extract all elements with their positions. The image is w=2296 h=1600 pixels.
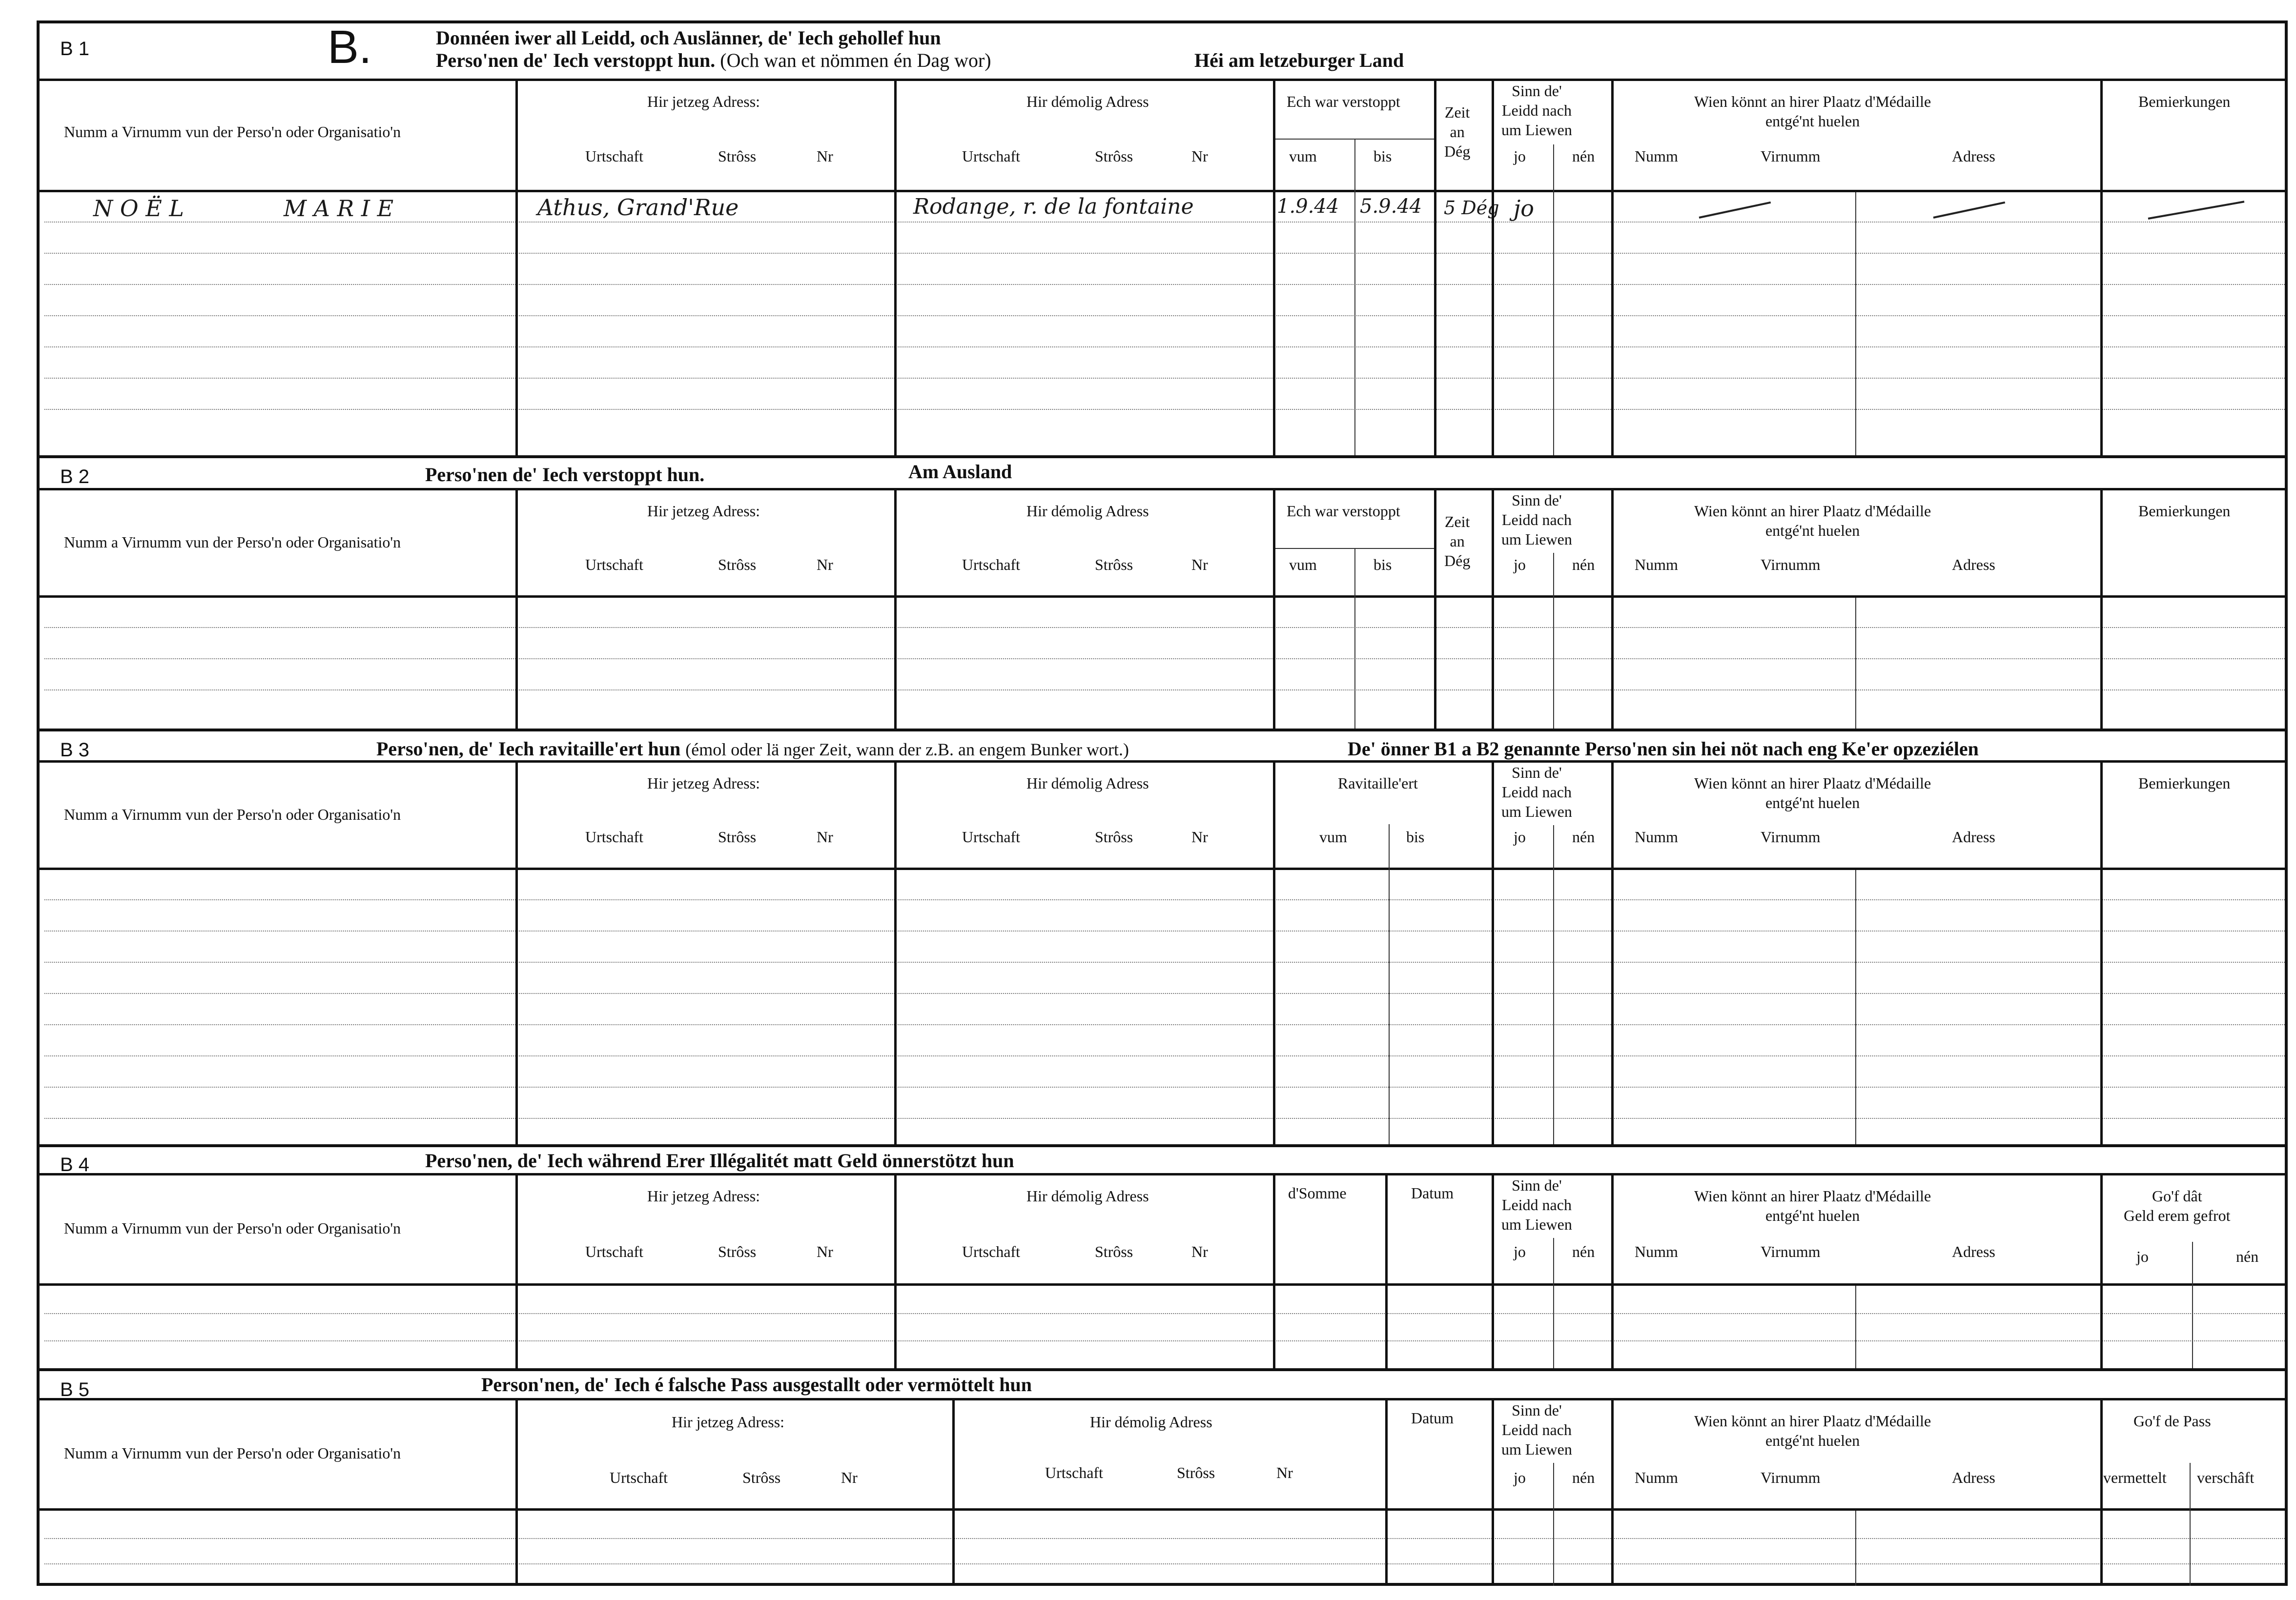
no-header: nén: [1572, 556, 1595, 573]
medal-address-header: Adress: [1952, 1243, 1995, 1260]
street-header: Strôss: [742, 1469, 781, 1486]
alive-header: Sinn de' Leidd nach um Liewen: [1501, 764, 1572, 820]
former-address-header: Hir démolig Adress: [1026, 93, 1149, 110]
name-header: Numm a Virnumm vun der Perso'n oder Organisatio'n: [64, 1444, 401, 1462]
section-b4-code: B 4: [60, 1154, 90, 1175]
entry-former-address: Rodange, r. de la fontaine: [913, 194, 1194, 219]
section-b2-rows: [40, 598, 2285, 729]
street-header: Strôss: [718, 147, 757, 165]
hidden-header: Ech war verstoppt: [1287, 502, 1400, 520]
medal-firstname-header: Virnumm: [1761, 828, 1821, 846]
town-header: Urtschaft: [585, 828, 644, 846]
former-town-header: Urtschaft: [962, 556, 1021, 573]
section-b1: [40, 23, 2285, 455]
former-number-header: Nr: [1191, 556, 1208, 573]
section-b4-title: Perso'nen, de' Iech während Erer Illégalitét matt Geld önnerstötzt hun: [425, 1150, 1014, 1172]
yes-header: jo: [1514, 1243, 1526, 1260]
former-street-header: Strôss: [1095, 556, 1133, 573]
street-header: Strôss: [718, 1243, 757, 1260]
former-street-header: Strôss: [1095, 147, 1133, 165]
entry-from: 1.9.44: [1277, 195, 1339, 218]
medal-header: Wien könnt an hirer Plaatz d'Médaille entgé'nt huelen: [1694, 1187, 1931, 1224]
pass-mediated-header: vermettelt: [2103, 1469, 2167, 1486]
entry-to: 5.9.44: [1360, 195, 1422, 218]
medal-address-header: Adress: [1952, 828, 1995, 846]
no-header: nén: [1572, 147, 1595, 165]
section-b1-title-line2: Perso'nen de' Iech verstoppt hun. (Och wan et nömmen én Dag wor): [436, 49, 991, 71]
section-b5-title: Person'nen, de' Iech é falsche Pass ausgestallt oder vermöttelt hun: [481, 1374, 1032, 1396]
remarks-header: Bemierkungen: [2138, 93, 2231, 110]
yes-header: jo: [1514, 147, 1526, 165]
former-street-header: Strôss: [1095, 828, 1133, 846]
medal-firstname-header: Virnumm: [1761, 1243, 1821, 1260]
former-town-header: Urtschaft: [962, 1243, 1021, 1260]
section-b3-band: [40, 731, 2285, 763]
number-header: Nr: [841, 1469, 858, 1486]
section-b5-band: [40, 1371, 2285, 1400]
section-b3-rows: [40, 870, 2285, 1144]
medal-header: Wien könnt an hirer Plaatz d'Médaille entgé'nt huelen: [1694, 93, 1931, 130]
pass-obtained-header: verschâft: [2197, 1469, 2255, 1486]
medal-name-header: Numm: [1635, 556, 1678, 573]
number-header: Nr: [817, 556, 833, 573]
from-header: vum: [1289, 556, 1317, 573]
section-b2-code: B 2: [60, 466, 90, 487]
pass-header: Go'f de Pass: [2133, 1412, 2211, 1430]
current-address-header: Hir jetzeg Adress:: [647, 93, 760, 110]
no-header: nén: [1572, 1469, 1595, 1486]
to-header: bis: [1374, 147, 1392, 165]
street-header: Strôss: [718, 556, 757, 573]
entry-medal-name-dash: [1699, 202, 1771, 219]
section-b1-rows: [40, 192, 2285, 455]
alive-header: Sinn de' Leidd nach um Liewen: [1501, 1176, 1572, 1233]
number-header: Nr: [817, 828, 833, 846]
alive-header: Sinn de' Leidd nach um Liewen: [1501, 491, 1572, 548]
yes-header: jo: [1514, 1469, 1526, 1486]
section-b2-title-tail: Am Ausland: [908, 461, 1012, 483]
entry-firstname: M A R I E: [284, 195, 394, 222]
former-number-header: Nr: [1191, 147, 1208, 165]
name-header: Numm a Virnumm vun der Perso'n oder Organisatio'n: [64, 533, 401, 551]
former-number-header: Nr: [1191, 828, 1208, 846]
name-header: Numm a Virnumm vun der Perso'n oder Organisatio'n: [64, 1219, 401, 1237]
from-header: vum: [1319, 828, 1347, 846]
name-header: Numm a Virnumm vun der Perso'n oder Organisatio'n: [64, 806, 401, 823]
section-b1-title-line1: Donnéen iwer all Leidd, och Auslänner, de' Iech gehollef hun: [436, 27, 941, 49]
town-header: Urtschaft: [585, 1243, 644, 1260]
section-b5: [40, 1371, 2285, 1586]
form-page: [37, 20, 2288, 1586]
section-b1-header: [40, 81, 2285, 192]
section-b3: [40, 731, 2285, 1144]
street-header: Strôss: [718, 828, 757, 846]
number-header: Nr: [817, 1243, 833, 1260]
entry-current-address: Athus, Grand'Rue: [537, 194, 739, 221]
section-b3-code: B 3: [60, 739, 90, 761]
section-b4-header: [40, 1175, 2285, 1286]
entry-medal-address-dash: [1933, 202, 2006, 219]
former-address-header: Hir démolig Adress: [1090, 1413, 1212, 1431]
section-b4-rows: [40, 1286, 2285, 1368]
medal-address-header: Adress: [1952, 556, 1995, 573]
medal-name-header: Numm: [1635, 1469, 1678, 1486]
entry-alive: jo: [1514, 195, 1534, 222]
remarks-header: Bemierkungen: [2138, 774, 2231, 792]
section-b4: [40, 1147, 2285, 1368]
alive-header: Sinn de' Leidd nach um Liewen: [1501, 82, 1572, 139]
supplied-header: Ravitaille'ert: [1338, 774, 1418, 792]
entry-days: 5 Dég: [1444, 197, 1499, 219]
name-header: Numm a Virnumm vun der Perso'n oder Organisatio'n: [64, 123, 401, 141]
former-town-header: Urtschaft: [1045, 1464, 1104, 1481]
section-b1-code: B 1: [60, 38, 90, 60]
alive-header: Sinn de' Leidd nach um Liewen: [1501, 1401, 1572, 1458]
medal-name-header: Numm: [1635, 147, 1678, 165]
medal-firstname-header: Virnumm: [1761, 147, 1821, 165]
former-town-header: Urtschaft: [962, 147, 1021, 165]
current-address-header: Hir jetzeg Adress:: [647, 1187, 760, 1205]
former-number-header: Nr: [1191, 1243, 1208, 1260]
gift-header: Go'f dât Geld erem gefrot: [2124, 1187, 2231, 1224]
section-b2-title: Perso'nen de' Iech verstoppt hun.: [425, 464, 705, 486]
current-address-header: Hir jetzeg Adress:: [672, 1413, 785, 1431]
number-header: Nr: [817, 147, 833, 165]
former-address-header: Hir démolig Adress: [1026, 502, 1149, 520]
medal-firstname-header: Virnumm: [1761, 1469, 1821, 1486]
former-address-header: Hir démolig Adress: [1026, 1187, 1149, 1205]
section-b5-rows: [40, 1511, 2285, 1586]
town-header: Urtschaft: [610, 1469, 668, 1486]
section-b4-band: [40, 1147, 2285, 1175]
section-b3-header: [40, 763, 2285, 870]
former-number-header: Nr: [1276, 1464, 1293, 1481]
time-header: Zeit an Dég: [1444, 103, 1471, 160]
sum-header: d'Somme: [1288, 1184, 1347, 1202]
to-header: bis: [1374, 556, 1392, 573]
to-header: bis: [1406, 828, 1425, 846]
medal-name-header: Numm: [1635, 1243, 1678, 1260]
date-header: Datum: [1411, 1184, 1454, 1202]
no-header: nén: [1572, 828, 1595, 846]
no-header: nén: [1572, 1243, 1595, 1260]
former-town-header: Urtschaft: [962, 828, 1021, 846]
medal-header: Wien könnt an hirer Plaatz d'Médaille entgé'nt huelen: [1694, 774, 1931, 811]
medal-header: Wien könnt an hirer Plaatz d'Médaille entgé'nt huelen: [1694, 502, 1931, 539]
hidden-header: Ech war verstoppt: [1287, 93, 1400, 110]
town-header: Urtschaft: [585, 556, 644, 573]
gift-yes-header: jo: [2136, 1248, 2149, 1265]
section-b2: [40, 458, 2285, 729]
gift-no-header: nén: [2236, 1248, 2259, 1265]
medal-name-header: Numm: [1635, 828, 1678, 846]
current-address-header: Hir jetzeg Adress:: [647, 502, 760, 520]
time-header: Zeit an Dég: [1444, 513, 1471, 569]
former-street-header: Strôss: [1177, 1464, 1215, 1481]
section-b5-code: B 5: [60, 1379, 90, 1400]
date-header: Datum: [1411, 1409, 1454, 1427]
remarks-header: Bemierkungen: [2138, 502, 2231, 520]
medal-header: Wien könnt an hirer Plaatz d'Médaille entgé'nt huelen: [1694, 1412, 1931, 1449]
section-b1-title-line2-tail: Héi am letzeburger Land: [1194, 49, 1404, 71]
former-address-header: Hir démolig Adress: [1026, 774, 1149, 792]
town-header: Urtschaft: [585, 147, 644, 165]
medal-address-header: Adress: [1952, 147, 1995, 165]
section-b1-band: [40, 23, 2285, 81]
medal-firstname-header: Virnumm: [1761, 556, 1821, 573]
yes-header: jo: [1514, 828, 1526, 846]
section-b5-header: [40, 1400, 2285, 1511]
section-b1-letter: B.: [328, 21, 372, 73]
current-address-header: Hir jetzeg Adress:: [647, 774, 760, 792]
entry-remarks-dash: [2148, 201, 2245, 220]
section-b2-header: [40, 490, 2285, 598]
section-b3-title: Perso'nen, de' Iech ravitaille'ert hun (émol oder lä nger Zeit, wann der z.B. an engem Bunker wort.): [376, 738, 1129, 760]
medal-address-header: Adress: [1952, 1469, 1995, 1486]
entry-surname: N O Ë L: [93, 195, 184, 222]
section-b3-title-tail: De' önner B1 a B2 genannte Perso'nen sin hei nöt nach eng Ke'er opzeziélen: [1348, 738, 1979, 760]
section-b2-band: [40, 458, 2285, 490]
from-header: vum: [1289, 147, 1317, 165]
yes-header: jo: [1514, 556, 1526, 573]
former-street-header: Strôss: [1095, 1243, 1133, 1260]
